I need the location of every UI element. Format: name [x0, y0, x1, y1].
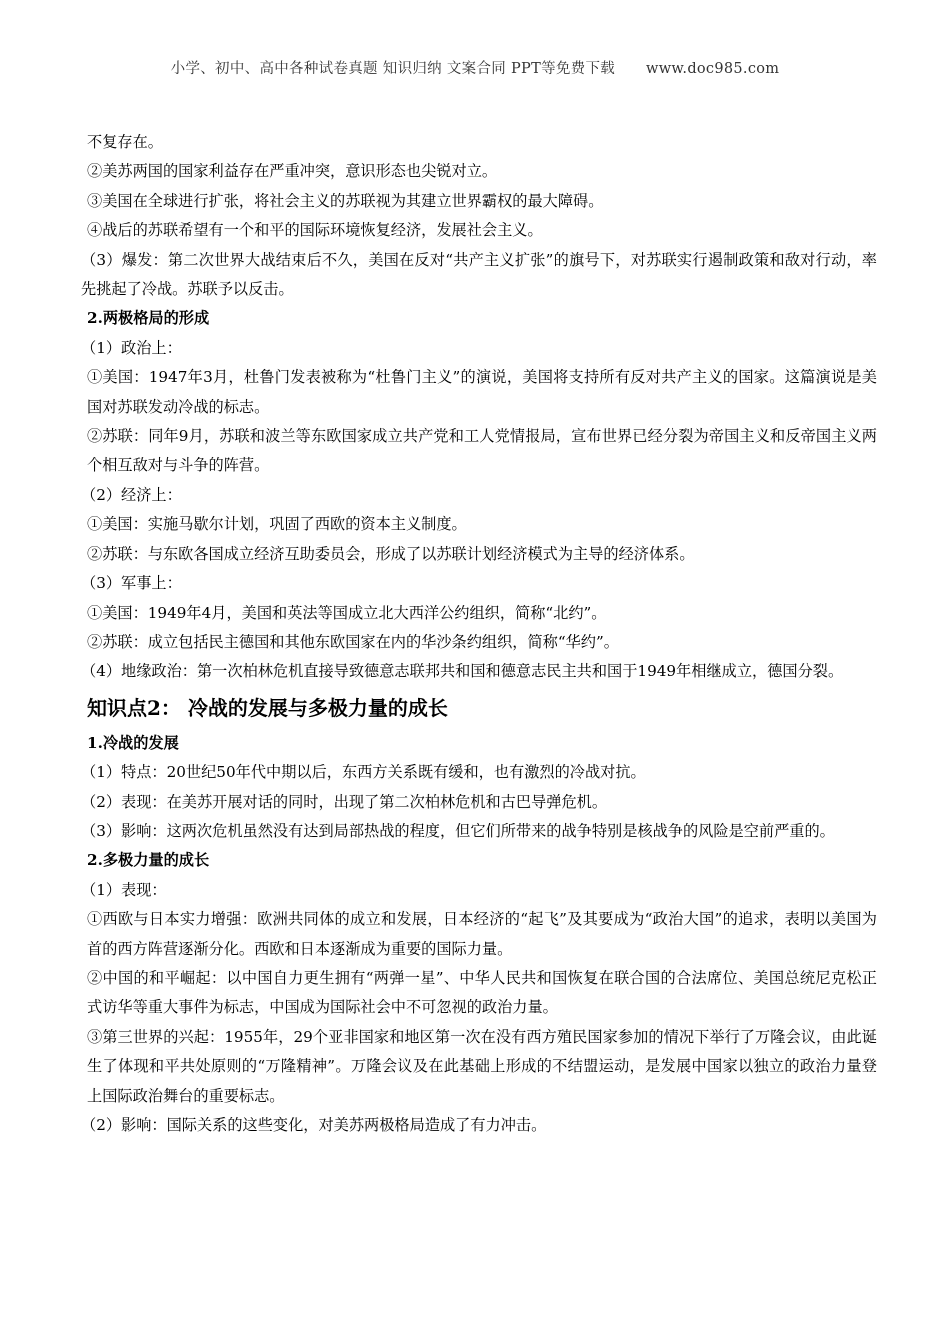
paragraph: ①西欧与日本实力增强：欧洲共同体的成立和发展，日本经济的“起飞”及其要成为“政治大国”的追求，表明以美国为首的西方阵营逐渐分化。西欧和日本逐渐成为重要的国际力量。 [87, 910, 877, 958]
page-header [0, 57, 950, 78]
paragraph: ②苏联：同年9月，苏联和波兰等东欧国家成立共产党和工人党情报局，宣布世界已经分裂为帝国主义和反帝国主义两个相互敌对与斗争的阵营。 [87, 427, 877, 475]
paragraph: ③美国在全球进行扩张，将社会主义的苏联视为其建立世界霸权的最大障碍。 [87, 191, 604, 210]
section-heading: 2.多极力量的成长 [87, 851, 210, 870]
paragraph: ①美国：实施马歇尔计划，巩固了西欧的资本主义制度。 [87, 515, 467, 534]
paragraph: （3）爆发：第二次世界大战结束后不久，美国在反对“共产主义扩张”的旗号下，对苏联实行遏制政策和敌对行动，率先挑起了冷战。苏联予以反击。 [81, 250, 877, 299]
header-text: 小学、初中、高中各种试卷真题 知识归纳 文案合同 PPT等免费下载 [170, 61, 616, 77]
paragraph: ②中国的和平崛起：以中国自力更生拥有“两弹一星”、中华人民共和国恢复在联合国的合法席位、美国总统尼克松正式访华等重大事件为标志，中国成为国际社会中不可忽视的政治力量。 [87, 968, 877, 1017]
header-site-link[interactable]: www.doc985.com [646, 61, 780, 77]
paragraph: ②苏联：成立包括民主德国和其他东欧国家在内的华沙条约组织，简称“华约”。 [87, 632, 619, 651]
paragraph: （1）表现： [81, 880, 167, 899]
section-heading: 2.两极格局的形成 [87, 309, 210, 328]
section-heading: 1.冷战的发展 [87, 733, 179, 752]
paragraph: （2）表现：在美苏开展对话的同时，出现了第二次柏林危机和古巴导弹危机。 [81, 792, 608, 811]
paragraph: （4）地缘政治：第一次柏林危机直接导致德意志联邦共和国和德意志民主共和国于1949年相继成立，德国分裂。 [81, 662, 844, 681]
knowledge-point-title: 知识点2： 冷战的发展与多极力量的成长 [87, 695, 448, 720]
paragraph: ②美苏两国的国家利益存在严重冲突，意识形态也尖锐对立。 [87, 162, 498, 181]
paragraph: （1）政治上： [81, 338, 182, 357]
paragraph: （2）经济上： [81, 485, 182, 504]
paragraph: （3）军事上： [81, 574, 182, 593]
paragraph: ③第三世界的兴起：1955年，29个亚非国家和地区第一次在没有西方殖民国家参加的情况下举行了万隆会议，由此诞生了体现和平共处原则的“万隆精神”。万隆会议及在此基础上形成的不结盟运动，是发展中国家以独立的政治力量登上国际政治舞台的重要标志。 [87, 1027, 877, 1105]
paragraph: ①美国：1949年4月，美国和英法等国成立北大西洋公约组织，简称“北约”。 [87, 603, 607, 622]
paragraph: （2）影响：国际关系的这些变化，对美苏两极格局造成了有力冲击。 [81, 1116, 547, 1134]
paragraph: 不复存在。 [87, 133, 163, 151]
paragraph: ①美国：1947年3月，杜鲁门发表被称为“杜鲁门主义”的演说，美国将支持所有反对共产主义的国家。这篇演说是美国对苏联发动冷战的标志。 [87, 368, 877, 416]
paragraph: （3）影响：这两次危机虽然没有达到局部热战的程度，但它们所带来的战争特别是核战争的风险是空前严重的。 [81, 821, 835, 840]
paragraph: ②苏联：与东欧各国成立经济互助委员会，形成了以苏联计划经济模式为主导的经济体系。 [87, 544, 695, 563]
paragraph: （1）特点：20世纪50年代中期以后，东西方关系既有缓和，也有激烈的冷战对抗。 [81, 763, 646, 782]
document-body [81, 128, 877, 1140]
paragraph: ④战后的苏联希望有一个和平的国际环境恢复经济，发展社会主义。 [87, 221, 543, 240]
